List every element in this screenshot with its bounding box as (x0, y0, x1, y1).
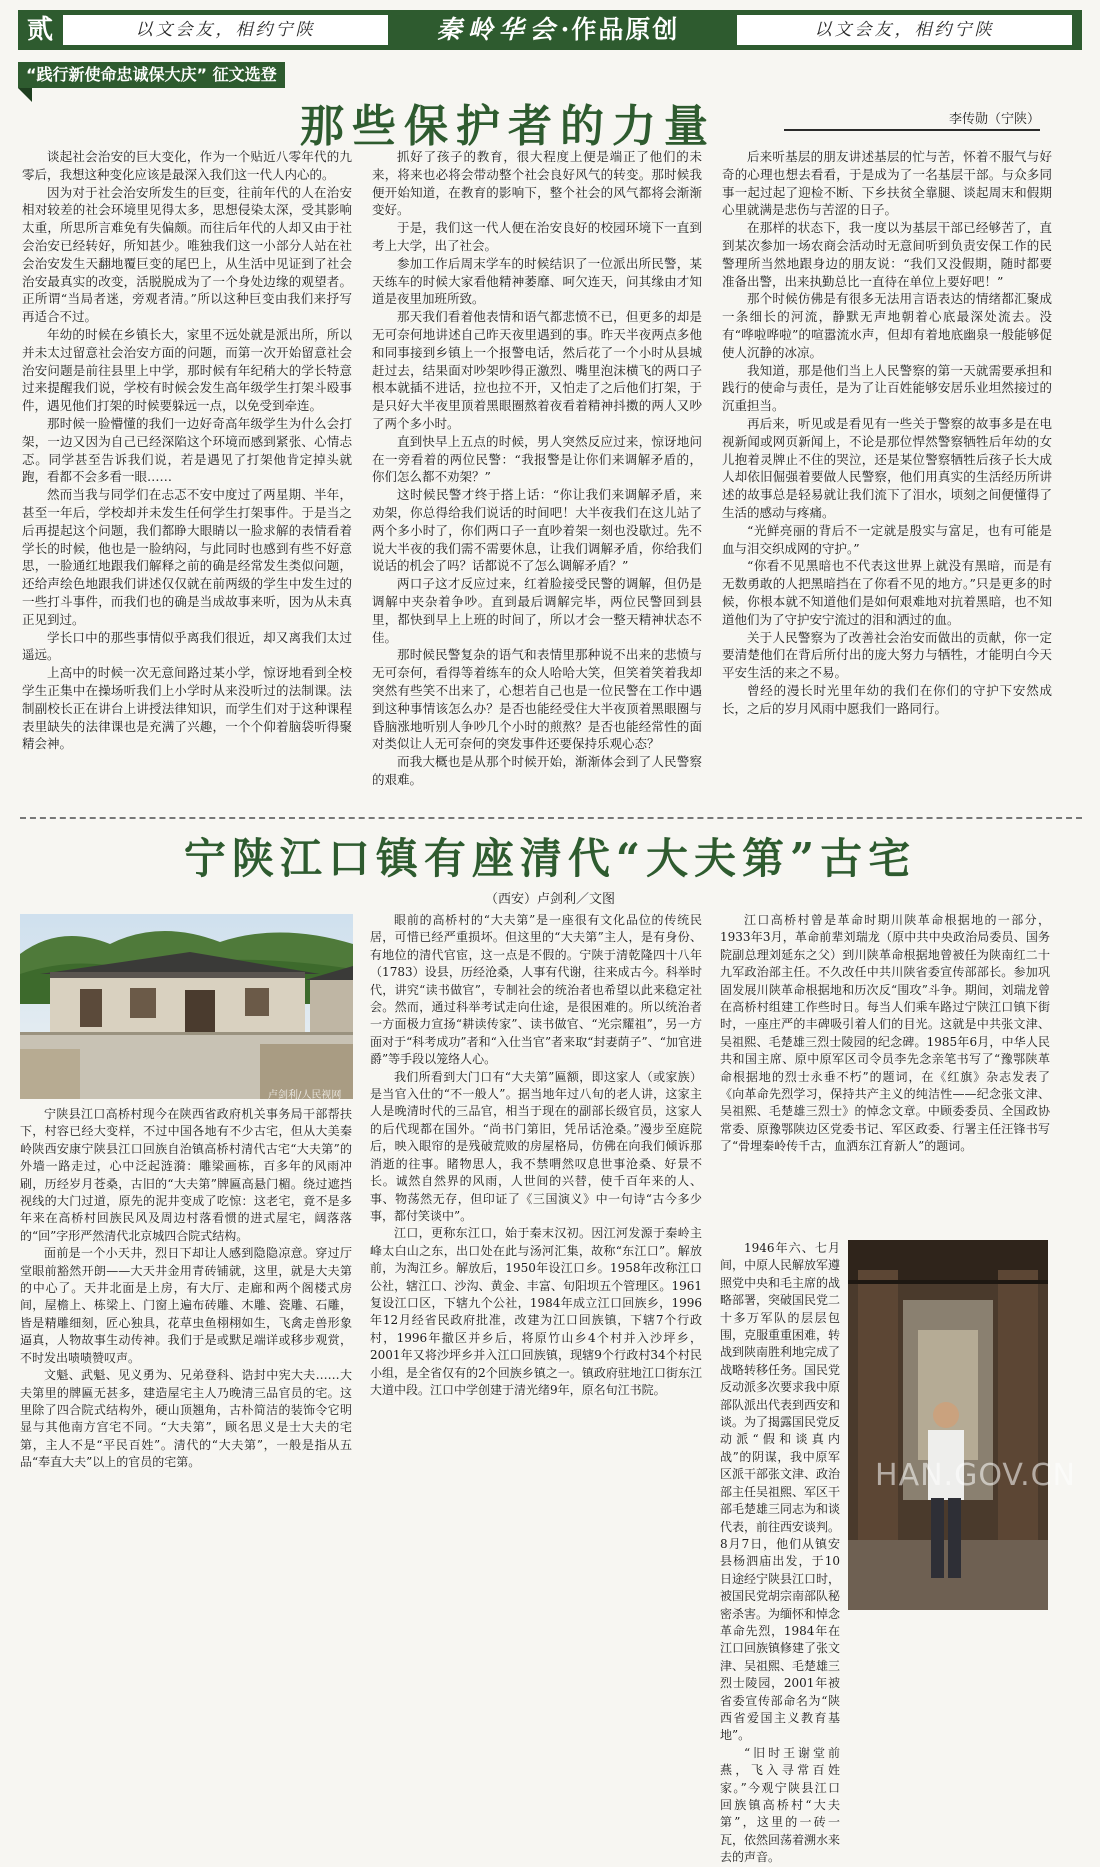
paragraph: “你看不见黑暗也不代表这世界上就没有黑暗，而是有无数勇敢的人把黑暗挡在了你看不见的地方。”只是更多的时候，你根本就不知道他们是如何艰难地对抗着黑暗，也不知道他们为了守护安宁流过的泪和洒过的血。 (722, 558, 1052, 627)
author-gate-image (848, 1240, 1048, 1610)
article2-column-3-side (720, 1240, 841, 1865)
article2-title: 宁陕江口镇有座清代“大夫第”古宅 (183, 834, 917, 883)
author-gate-photo (848, 1240, 1048, 1610)
article1-byline: 李传勋（宁陕） (784, 108, 1040, 131)
courtyard-house-photo (20, 914, 353, 1099)
paragraph: 两口子这才反应过来，红着脸接受民警的调解，但仍是调解中夹杂着争吵。直到最后调解完毕，两位民警回到县里，都快到早上上班的时间了，所以才会一整天精神状态不佳。 (372, 576, 702, 645)
paragraph: 文魁、武魁、见义勇为、兄弟登科、诰封中宪大夫……大夫第里的牌匾无甚多，建造屋宅主人乃晚清三品官员的宅。这里除了四合院式结构外，硬山顶翘角，古朴简洁的装饰令它明显与其他南方宫宅不同。“大夫第”，顾名思义是士大夫的宅第，主人不是“平民百姓”。清代的“大夫第”，一般是指从五品“奉直大夫”以上的官员的宅第。 (20, 1368, 352, 1470)
paragraph: 后来听基层的朋友讲述基层的忙与苦，怀着不服气与好奇的心理也想去看看，于是成为了一名基层干部。与众多同事一起过起了迎检不断、下乡扶贫全靠腿、谈起周末和假期心里就满是悲伤与苦涩的日子。 (722, 149, 1052, 218)
paragraph: 关于人民警察为了改善社会治安而做出的贡献，你一定要清楚他们在背后所付出的庞大努力与牺牲，才能明白今天平安生活的来之不易。 (722, 629, 1052, 681)
paragraph: 我知道，那是他们当上人民警察的第一天就需要承担和践行的使命与责任，是为了让百姓能够安居乐业坦然接过的沉重担当。 (722, 362, 1052, 414)
paragraph: 上高中的时候一次无意间路过某小学，惊讶地看到全校学生正集中在操场听我们上小学时从来没听过的法制课。法制副校长正在讲台上讲授法律知识，而学生们对于这种课程表里缺失的法律课也是充满了兴趣，一个个仰着脑袋听得聚精会神。 (22, 665, 352, 752)
slogan-left: 以文会友，相约宁陕 (63, 15, 388, 45)
paragraph: 1946年六、七月间，中原人民解放军遵照党中央和毛主席的战略部署，突破国民党二十多万军队的层层包围，克服重重困难，转战到陕南胜利地完成了战略转移任务。国民党反动派多次要求我中原部队派出代表到西安和谈。为了揭露国民党反动派“假和谈真内战”的阴谋，我中原军区派干部张文津、政治部主任吴祖熙、军区干部毛楚雄三同志为和谈代表，前往西安谈判。8月7日，他们从镇安县杨泗庙出发，于10日途经宁陕县江口时，被国民党胡宗南部队秘密杀害。为缅怀和悼念革命先烈，1984年在江口回族镇修建了张文津、吴祖熙、毛楚雄三烈士陵园，2001年被省委宣传部命名为“陕西省爱国主义教育基地”。 (720, 1241, 841, 1743)
masthead-column: 作品原创 (571, 15, 680, 44)
section-divider (20, 817, 1082, 819)
slogan-right: 以文会友，相约宁陕 (737, 15, 1072, 45)
tag-fold (18, 88, 32, 102)
article1-column-2 (372, 148, 702, 808)
paragraph: 而我大概也是从那个时候开始，渐渐体会到了人民警察的艰难。 (372, 754, 702, 787)
paragraph: 学长口中的那些事情似乎离我们很近，却又离我们太过遥远。 (22, 629, 352, 663)
article2-column-1 (20, 1106, 352, 1610)
paragraph: 江口高桥村曾是革命时期川陕革命根据地的一部分，1933年3月，革命前辈刘瑞龙（原中共中央政治局委员、国务院副总理刘延东之父）到川陕革命根据地曾被任为陕南红二十九军政治部主任。不久改任中共川陕省委宣传部部长。参加巩固发展川陕革命根据地和历次反“围攻”斗争。期间，刘瑞龙曾在高桥村组建工作些时日。每当人们乘车路过宁陕江口镇下街时，一座庄严的丰碑吸引着人们的目光。这就是中共张文津、吴祖熙、毛楚雄三烈士陵园的纪念碑。1985年6月，中华人民共和国主席、原中原军区司令员李先念亲笔书写了“豫鄂陕革命根据地的烈士永垂不朽”的题词，在《红旗》杂志发表了《向革命先烈学习，保持共产主义的纯洁性——纪念张文津、吴祖熙、毛楚雄三烈士》的悼念文章。中顾委委员、全国政协常委、原豫鄂陕边区党委书记、军区政委、行署主任汪锋书写了“骨埋秦岭传千古，血洒东江育新人”的题词。 (720, 913, 1050, 1154)
paragraph: 谈起社会治安的巨大变化，作为一个贴近八零年代的九零后，我想这种变化应该是最深入我们这一代人内心的。 (22, 149, 352, 182)
paragraph: 于是，我们这一代人便在治安良好的校园环境下一直到考上大学，出了社会。 (372, 220, 702, 253)
courtyard-house-image (20, 914, 353, 1099)
paragraph: 然而当我与同学们在忐忑不安中度过了两星期、半年，甚至一年后，学校却并未发生任何学生打架事件。于是当之后再提起这个问题，我们都睁大眼睛以一脸求解的表情看着学长的时候，他也是一脸纳闷，与此同时也感到有些不好意思，一脸通红地跟我们解释之前的确是经常发生类似问题，还给声绘色地跟我们讲述仅仅就在前两级的学生中发生过的一些打斗事件，而我们也的确是当成故事来听，因为从未真正见到过。 (22, 487, 352, 627)
watermark: HAN.GOV.CN (875, 1458, 1076, 1493)
paragraph: 面前是一个小天井，烈日下却让人感到隐隐凉意。穿过厅堂眼前豁然开朗——大天井金用青砖铺就，这里，就是大夫第的中心了。天井北面是上房，有大厅、走廊和两个阁楼式房间，屋檐上、栋梁上、门窗上遍布砖雕、木雕、瓷雕、石雕，皆是精雕细刻，匠心独具，花草虫鱼栩栩如生，飞禽走兽形象逼真，人物故事生动传神。我们于是或默足端详或移步观赏，不时发出啧啧赞叹声。 (20, 1246, 352, 1365)
paragraph: 抓好了孩子的教育，很大程度上便是端正了他们的未来，将来也必将会带动整个社会良好风气的转变。那时候我便开始知道，在教育的影响下，整个社会的风气都将会渐渐变好。 (372, 149, 702, 218)
photo-credit: 卢剑利/人民视网 (268, 1090, 342, 1101)
masthead-dot: · (560, 15, 572, 44)
paragraph: 因为对于社会治安所发生的巨变，往前年代的人在治安相对较差的社会环境里见得太多，思想侵染太深，受其影响太重，所思所言难免有失偏颇。而往后年代的人却又由于社会治安已经转好，所知甚少。唯独我们这一小部分人站在社会治安发生天翻地覆巨变的尾巴上，从生活中见证到了社会治安最真实的改变，活脱脱成为了一个身处边缘的观望者。正所谓“当局者迷，旁观者清。”所以这种巨变由我们来抒写再适合不过。 (22, 184, 352, 325)
paragraph: 宁陕县江口高桥村现今在陕西省政府机关事务局干部帮扶下，村容已经大变样，不过中国各地有不少古宅，但从大美秦岭陕西安康宁陕县江口回族自治镇高桥村清代古宅“大夫第”的外墙一路走过，心中泛起涟漪：雕梁画栋，百多年的风雨冲刷，历经岁月苍桑，古旧的“大夫第”牌匾高悬门楣。绕过遮挡视线的大门过道，原先的泥井变成了吃惊：这老宅，竟不是多年来在高桥村回族民风及周边村落看惯的进式屋宅，阔落落的“回”字形严然清代北京城四合院式结构。 (20, 1107, 352, 1243)
paragraph: 在那样的状态下，我一度以为基层干部已经够苦了，直到某次参加一场农商会活动时无意间听到负责安保工作的民警理所当然地跟身边的朋友说：“我们又没假期，随时都要准备出警，出来执勤总比一直待在单位上要好吧！” (722, 220, 1052, 289)
masthead (398, 10, 718, 50)
paragraph: 直到快早上五点的时候，男人突然反应过来，惊讶地问在一旁看着的两位民警：“我报警是让你们来调解矛盾的，你们怎么都不劝架？” (372, 433, 702, 485)
paragraph: “旧时王谢堂前燕，飞入寻常百姓家。”今观宁陕县江口回族镇高桥村“大夫第”，这里的一砖一瓦，依然回荡着溯水来去的声音。 (720, 1745, 841, 1865)
paragraph: 曾经的漫长时光里年幼的我们在你们的守护下安然成长，之后的岁月风雨中愿我们一路同行。 (722, 682, 1052, 716)
page-header (18, 10, 1082, 50)
paragraph: 江口，更称东江口，始于秦末汉初。因江河发源于秦岭主峰太白山之东，出口处在此与汤河汇集，故称“东江口”。解放前，为淘江乡。解放后，1950年设江口乡。1958年改称江口公社，辖江口、沙沟、黄金、丰富、旬阳坝五个管理区。1961复设江口区，下辖九个公社，1984年成立江口回族乡，1996年12月经省民政府批准，改建为江口回族镇，下辖7个行政村，1996年撤区并乡后，将原竹山乡4个村并入沙坪乡，2001年又将沙坪乡并入江口回族镇，现辖9个行政村34个村民小组，是全省仅有的2个回族乡镇之一。镇政府驻地江口街东江大道中段。江口中学创建于清光绪9年，原名旬江书院。 (370, 1226, 702, 1397)
page-number: 贰 (26, 15, 53, 45)
paragraph: 眼前的高桥村的“大夫第”是一座很有文化品位的传统民居，可惜已经严重损坏。但这里的“大夫第”主人，是有身份、有地位的清代官宦，这一点是不假的。宁陕于清乾隆四十八年（1783）设县，历经沧桑，人事有代谢，往来成古今。科举时代，讲究“读书做官”，专制社会的统治者也希望以此来稳定社会。然而，通过科举考试走向仕途，是很困难的。所以统治者一方面极力宣扬“耕读传家”、读书做官、“光宗耀祖”，另一方面对于“科考成功”者和“入仕当官”者来取“封妻荫子”、“加官进爵”等手段以笼络人心。 (370, 913, 702, 1067)
masthead-brand: 秦岭华会 (436, 15, 561, 44)
article1-column-3 (722, 148, 1052, 808)
paragraph: 再后来，听见或是看见有一些关于警察的故事多是在电视新闻或网页新闻上，不论是那位悍然警察牺牲后年幼的女儿抱着灵牌止不住的哭泣，还是某位警察牺牲后孩子长大成人却依旧倔强着要做人民警察，他们用真实的生活经历所讲述的故事总是轻易就让我们流下了泪水，顷刻之间便懂得了生活的感动与疼痛。 (722, 415, 1052, 520)
article2-column-2 (370, 912, 702, 1610)
paragraph: 那天我们看着他表情和语气都悲愤不已，但更多的却是无可奈何地讲述自己昨天夜里遇到的事。昨天半夜两点多他和同事接到乡镇上一个报警电话，然后花了一个小时从县城赶过去，结果面对吵架吵得正激烈、嘴里泡沫横飞的两口子根本就插不进话，拉也拉不开，又怕走了之后他们打架，于是只好大半夜里顶着黑眼圈熬着夜看着精神抖擞的两人又吵了两个多小时。 (372, 309, 702, 431)
paragraph: 参加工作后周末学车的时候结识了一位派出所民警，某天练车的时候大家看他精神萎靡、呵欠连天，问其缘由才知道是夜里加班所致。 (372, 255, 702, 307)
paragraph: 那时候一脸懵懂的我们一边好奇高年级学生为什么会打架，一边又因为自己已经深陷这个环境而感到紧张、心情忐忑。同学甚至告诉我们说，若是遇见了打架他肯定掉头就跑，看都不会多看一眼…… (22, 415, 352, 485)
article1-column-1 (22, 148, 352, 808)
article2-byline: （西安）卢剑利／文图 (484, 892, 615, 907)
paragraph: 我们所看到大门口有“大夫第”匾额，即这家人（或家族）是当官入仕的“不一般人”。据当地年过八旬的老人讲，这家主人是晚清时代的三品官，相当于现在的副部长级官员，这家人的后代现都在国外。“尚书门第旧，凭吊话沧桑。”漫步至庭院后，映入眼帘的是残破荒败的房屋格局，仿佛在向我们倾诉那消逝的往事。睹物思人，我不禁喟然叹息世事沧桑、好景不长。诚然自然界的风雨，人世间的兴替，使千百年来的人、事、物荡然无存，但印证了《三国演义》中一句诗“古今多少事，都付笑谈中”。 (370, 1069, 702, 1223)
paragraph: 年幼的时候在乡镇长大，家里不远处就是派出所，所以并未太过留意社会治安方面的问题，而第一次开始留意社会治安问题是前往县里上中学，那时候有年纪稍大的学长特意过来提醒我们说，学校有时候会发生高年级学生打架斗殴事件，遇见他们打架的时候要躲远一点，以免受到牵连。 (22, 326, 352, 414)
article1-title: 那些保护者的力量 (300, 101, 716, 152)
paragraph: “光鲜亮丽的背后不一定就是殷实与富足，也有可能是血与泪交织成网的守护。” (722, 522, 1052, 556)
paragraph: 这时候民警才终于搭上话：“你让我们来调解矛盾，来劝架，你总得给我们说话的时间吧！大半夜我们在这儿站了两个多小时了，你们两口子一直吵着架一刻也没歇过。先不说大半夜的我们需不需要休息，让我们调解矛盾，你给我们说话的机会了吗？话都说不了怎么调解矛盾？” (372, 487, 702, 574)
article2-column-3-top (720, 912, 1050, 1238)
section-tag: “践行新使命忠诚保大庆” 征文选登 (18, 62, 285, 88)
paragraph: 那时候民警复杂的语气和表情里那种说不出来的悲愤与无可奈何，看得等着练车的众人哈哈大笑，但笑着笑着我却突然有些笑不出来了，心想若自己也是一位民警在工作中遇到这种事情该怎么办？是否也能经受住大半夜顶着黑眼圈与昏脑涨地听别人争吵几个小时的煎熬？是否也能经常性的面对类似让人无可奈何的突发事件还要保持乐观心态？ (372, 647, 702, 752)
paragraph: 那个时候仿佛是有很多无法用言语表达的情绪都汇聚成一条细长的河流，静默无声地朝着心底最深处流去。没有“哗啦哗啦”的喧嚣流水声，但却有着地底幽泉一般能够促使人沉静的冰凉。 (722, 291, 1052, 360)
